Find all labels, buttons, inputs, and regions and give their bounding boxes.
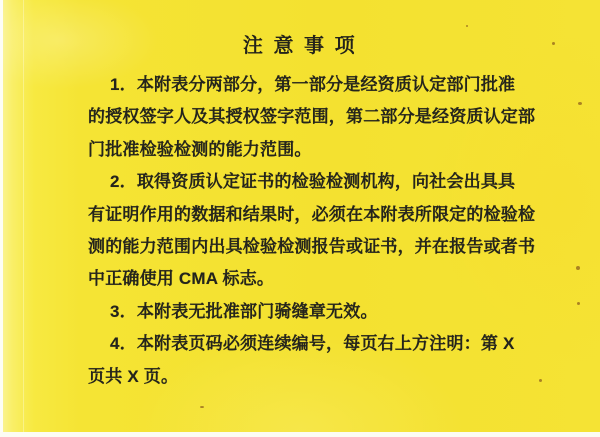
text-line: 1．本附表分两部分，第一部分是经资质认定部门批准 — [110, 75, 516, 94]
text-line: 页共 X 页。 — [88, 366, 179, 386]
text-line: 门批准检验检测的能力范围。 — [88, 139, 312, 159]
text-line: 4．本附表页码必须连续编号，每页右上方注明：第 X — [110, 334, 515, 354]
paper-speck — [466, 25, 468, 27]
notice-body — [88, 69, 558, 393]
paper-speck — [578, 102, 582, 105]
text-line: 2．取得资质认定证书的检验检测机构，向社会出具具 — [110, 172, 516, 192]
scan-edge-left — [0, 0, 3, 437]
text-line: 测的能力范围内出具检验检测报告或证书，并在报告或者书 — [88, 236, 536, 256]
text-line: 中正确使用 CMA 标志。 — [88, 269, 275, 289]
paper-crease — [23, 0, 24, 437]
paper-speck — [576, 266, 580, 270]
text-line: 的授权签字人及其授权签字范围，第二部分是经资质认定部 — [88, 107, 536, 127]
text-line: 3．本附表无批准部门骑缝章无效。 — [110, 301, 378, 321]
paper-speck — [577, 302, 580, 305]
text-line: 有证明作用的数据和结果时，必须在本附表所限定的检验检 — [88, 204, 536, 224]
paper-speck — [200, 406, 204, 408]
page-title: 注 意 事 项 — [242, 35, 358, 58]
scan-edge-bottom — [0, 432, 600, 437]
paper-speck — [539, 379, 542, 382]
paper-speck — [552, 42, 555, 45]
